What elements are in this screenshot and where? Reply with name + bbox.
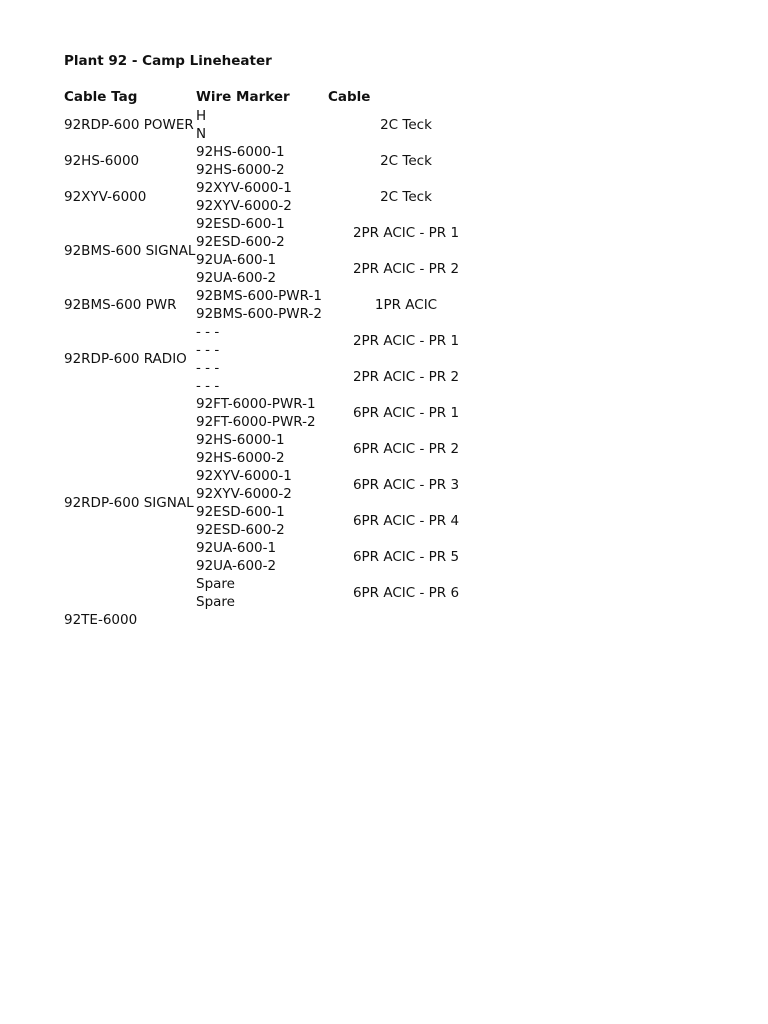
cable-schedule-table xyxy=(64,107,484,629)
wire-marker-cell: 92XYV-6000-1 xyxy=(196,180,292,196)
wire-marker-cell: 92UA-600-2 xyxy=(196,558,277,574)
wire-marker-cell: 92ESD-600-1 xyxy=(196,216,285,232)
wire-marker-cell: 92BMS-600-PWR-1 xyxy=(196,288,322,304)
page-title: Plant 92 - Camp Lineheater xyxy=(64,53,272,69)
column-header-row xyxy=(64,88,484,106)
wire-marker-cell: 92UA-600-1 xyxy=(196,252,277,268)
wire-marker-cell: 92FT-6000-PWR-2 xyxy=(196,414,316,430)
column-header-cable-tag: Cable Tag xyxy=(64,89,138,105)
wire-marker-cell: 92ESD-600-1 xyxy=(196,504,285,520)
cable-cell: 2C Teck xyxy=(380,117,432,133)
wire-marker-cell: H xyxy=(196,108,207,124)
wire-marker-cell: Spare xyxy=(196,594,235,610)
wire-marker-cell: 92ESD-600-2 xyxy=(196,522,285,538)
cable-cell: 2C Teck xyxy=(380,189,432,205)
column-header-wire-marker: Wire Marker xyxy=(196,89,290,105)
cable-cell: 2PR ACIC - PR 2 xyxy=(352,369,460,385)
wire-marker-cell: 92XYV-6000-2 xyxy=(196,198,292,214)
wire-marker-cell: - - - xyxy=(196,324,220,340)
cable-tag-cell: 92TE-6000 xyxy=(64,612,138,628)
wire-marker-cell: 92UA-600-1 xyxy=(196,540,277,556)
cable-cell: 6PR ACIC - PR 6 xyxy=(352,585,460,601)
cable-tag-cell: 92RDP-600 POWER xyxy=(64,117,194,133)
wire-marker-cell: 92BMS-600-PWR-2 xyxy=(196,306,322,322)
wire-marker-cell: 92XYV-6000-2 xyxy=(196,486,292,502)
cable-cell: 6PR ACIC - PR 1 xyxy=(352,405,460,421)
wire-marker-cell: 92HS-6000-2 xyxy=(196,162,285,178)
cable-cell: 1PR ACIC xyxy=(374,297,438,313)
cable-cell: 2PR ACIC - PR 2 xyxy=(352,261,460,277)
cable-tag-cell: 92XYV-6000 xyxy=(64,189,147,205)
wire-marker-cell: N xyxy=(196,126,207,142)
wire-marker-cell: - - - xyxy=(196,378,220,394)
cable-tag-cell: 92BMS-600 SIGNAL xyxy=(64,243,196,259)
wire-marker-cell: Spare xyxy=(196,576,235,592)
cable-cell: 6PR ACIC - PR 5 xyxy=(352,549,460,565)
wire-marker-cell: 92UA-600-2 xyxy=(196,270,277,286)
cable-cell: 2PR ACIC - PR 1 xyxy=(352,225,460,241)
wire-marker-cell: 92HS-6000-1 xyxy=(196,432,285,448)
wire-marker-cell: 92HS-6000-2 xyxy=(196,450,285,466)
column-header-cable: Cable xyxy=(328,89,371,105)
wire-marker-cell: - - - xyxy=(196,360,220,376)
cable-tag-cell: 92BMS-600 PWR xyxy=(64,297,177,313)
wire-marker-cell: 92HS-6000-1 xyxy=(196,144,285,160)
wire-marker-cell: 92ESD-600-2 xyxy=(196,234,285,250)
wire-marker-cell: - - - xyxy=(196,342,220,358)
cable-cell: 2PR ACIC - PR 1 xyxy=(352,333,460,349)
cable-cell: 6PR ACIC - PR 4 xyxy=(352,513,460,529)
cable-cell: 2C Teck xyxy=(380,153,432,169)
wire-marker-cell: 92FT-6000-PWR-1 xyxy=(196,396,316,412)
cable-cell: 6PR ACIC - PR 2 xyxy=(352,441,460,457)
wire-marker-cell: 92XYV-6000-1 xyxy=(196,468,292,484)
cable-tag-cell: 92HS-6000 xyxy=(64,153,140,169)
cable-tag-cell: 92RDP-600 RADIO xyxy=(64,351,187,367)
cable-tag-cell: 92RDP-600 SIGNAL xyxy=(64,495,194,511)
cable-cell: 6PR ACIC - PR 3 xyxy=(352,477,460,493)
